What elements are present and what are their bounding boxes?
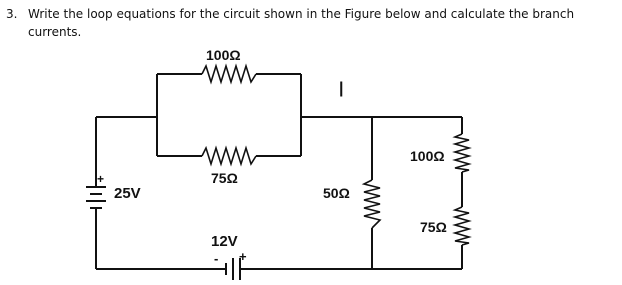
label-src-left-plus: + xyxy=(97,172,105,186)
label-r-top: 100Ω xyxy=(206,47,241,63)
question-number: 3. xyxy=(6,7,18,21)
question-line-1: Write the loop equations for the circuit shown in the Figure below and calculate the branch xyxy=(28,7,575,21)
wires xyxy=(96,74,462,269)
resistor-right-top-symbol xyxy=(455,134,469,172)
label-src-bottom-plus: + xyxy=(239,249,247,264)
battery-12v xyxy=(226,258,240,280)
battery-25v xyxy=(86,187,106,208)
question-line-2: currents. xyxy=(28,25,82,39)
label-r-mid: 75Ω xyxy=(211,170,238,186)
label-marker: | xyxy=(339,80,344,97)
label-src-bottom: 12V xyxy=(211,233,238,250)
resistor-center-symbol xyxy=(364,180,380,228)
resistor-right-bottom-symbol xyxy=(455,207,469,245)
resistor-mid-symbol xyxy=(202,148,256,164)
label-src-left: 25V xyxy=(114,185,141,202)
label-r-right-bottom: 75Ω xyxy=(420,219,447,235)
label-r-center: 50Ω xyxy=(323,185,350,201)
label-src-bottom-minus: - xyxy=(214,251,219,266)
resistor-top-symbol xyxy=(202,66,256,82)
label-r-right-top: 100Ω xyxy=(410,148,445,164)
